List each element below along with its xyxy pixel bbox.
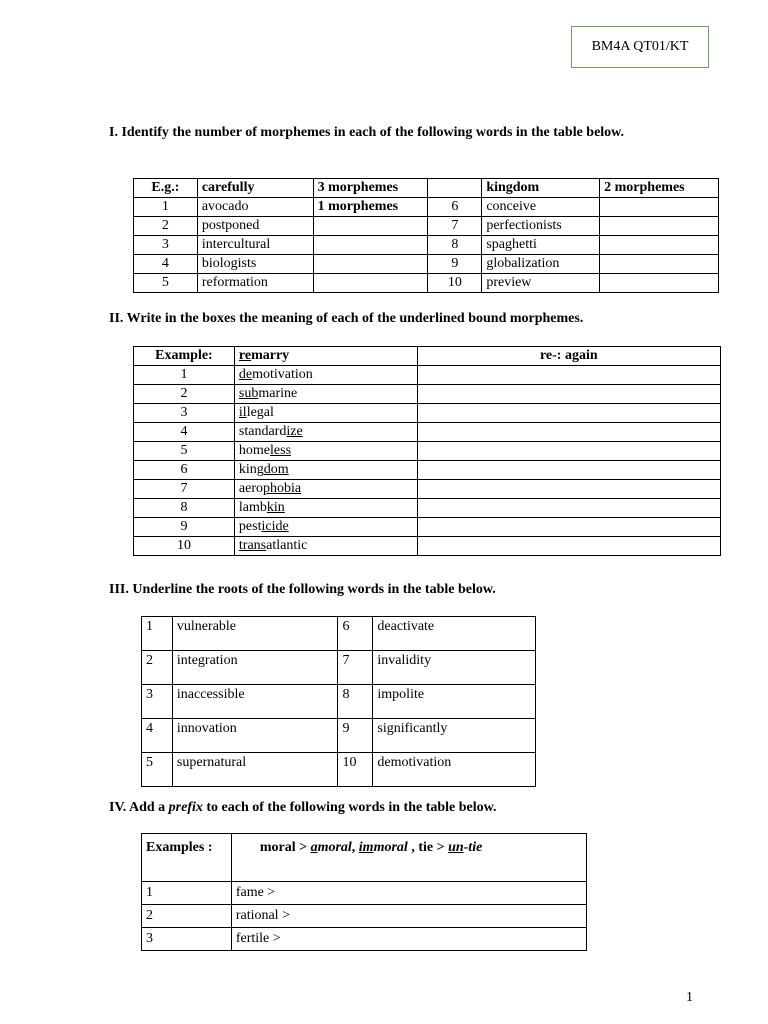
word-cell: avocado [197,198,313,217]
row-number: 2 [134,217,198,236]
table-row [134,179,719,198]
table-row [134,385,721,404]
meaning-answer-cell[interactable] [417,518,720,537]
section-3-heading: III. Underline the roots of the following words in the table below. [109,582,496,597]
row-number: 8 [134,499,235,518]
word-cell: postponed [197,217,313,236]
table-row [134,217,719,236]
answer-cell[interactable] [313,255,428,274]
word-cell: perfectionists [482,217,600,236]
word-cell[interactable]: fame > [231,882,586,905]
word-cell [234,442,417,461]
example-word: kingdom [482,179,600,198]
word-cell [234,423,417,442]
word-cell[interactable]: supernatural [172,753,338,787]
row-number: 3 [134,404,235,423]
word-prefix-part: lamb [238,500,267,515]
meaning-answer-cell[interactable] [417,366,720,385]
underlined-morpheme: sub [238,386,259,401]
underlined-morpheme: il [238,405,247,420]
word-remainder: legal [246,405,274,420]
example-label: Examples : [142,834,232,882]
word-cell[interactable]: rational > [231,905,586,928]
row-number: 10 [428,274,482,293]
underlined-morpheme: de [238,367,253,382]
roots-table [141,616,536,787]
document-code: BM4A QT01/KT [591,39,689,54]
table-row [142,753,536,787]
row-number: 5 [142,753,173,787]
example-text: , tie > [407,840,449,855]
meaning-answer-cell[interactable] [417,537,720,556]
table-row [142,834,587,882]
row-number: 10 [338,753,373,787]
row-number: 10 [134,537,235,556]
heading-text: to each of the following words in the table below. [202,800,497,815]
row-number: 1 [142,617,173,651]
row-number: 6 [134,461,235,480]
underlined-morpheme: re [238,348,252,363]
row-number: 6 [338,617,373,651]
example-label: E.g.: [134,179,198,198]
word-cell[interactable]: innovation [172,719,338,753]
table-row [134,423,721,442]
heading-italic-word: prefix [168,800,203,815]
answer-cell[interactable] [600,236,719,255]
word-cell: conceive [482,198,600,217]
row-number: 8 [428,236,482,255]
underlined-prefix: im [358,840,374,855]
table-row [134,236,719,255]
answer-cell[interactable] [600,274,719,293]
example-count: 3 morphemes [313,179,428,198]
word-cell: globalization [482,255,600,274]
table-row [134,442,721,461]
document-code-box [571,26,709,68]
underlined-morpheme: less [270,443,292,458]
word-prefix-part: standard [238,424,287,439]
example-content [231,834,586,882]
empty-cell [428,179,482,198]
page-number: 1 [686,990,693,1005]
word-cell [234,385,417,404]
row-number: 4 [134,255,198,274]
word-cell: spaghetti [482,236,600,255]
row-number: 4 [134,423,235,442]
underlined-morpheme: trans [238,538,267,553]
word-remainder: marry [251,348,290,363]
table-row [142,617,536,651]
meaning-answer-cell[interactable] [417,499,720,518]
row-number: 3 [142,928,232,951]
word-cell [234,518,417,537]
table-row [142,719,536,753]
example-count: 2 morphemes [600,179,719,198]
word-cell [234,404,417,423]
row-number: 6 [428,198,482,217]
underlined-morpheme: icide [261,519,289,534]
example-label: Example: [134,347,235,366]
table-row [134,518,721,537]
word-prefix-part: king [238,462,264,477]
row-number: 3 [134,236,198,255]
answer-cell[interactable] [600,255,719,274]
prefix-table [141,833,587,951]
word-prefix-part: pest [238,519,262,534]
word-cell [234,461,417,480]
word-cell [234,480,417,499]
underlined-morpheme: kin [266,500,285,515]
example-text: moral [373,840,408,855]
row-number: 7 [428,217,482,236]
word-remainder: marine [258,386,298,401]
section-2-heading: II. Write in the boxes the meaning of each of the underlined bound morphemes. [109,311,584,326]
example-word: carefully [197,179,313,198]
meaning-answer-cell[interactable] [417,442,720,461]
row-number: 3 [142,685,173,719]
section-4-heading [109,799,709,817]
table-row [134,537,721,556]
row-number: 5 [134,274,198,293]
table-row [142,882,587,905]
row-number: 9 [428,255,482,274]
row-number: 2 [142,651,173,685]
word-cell[interactable]: deactivate [373,617,536,651]
table-row [134,347,721,366]
example-text: moral > [259,840,311,855]
word-remainder: atlantic [266,538,308,553]
word-prefix-part: home [238,443,271,458]
underlined-prefix: un [448,840,464,855]
row-number: 2 [142,905,232,928]
table-row [134,198,719,217]
meaning-answer-cell[interactable] [417,404,720,423]
word-cell: biologists [197,255,313,274]
underlined-morpheme: ize [286,424,303,439]
meaning-answer-cell[interactable] [417,480,720,499]
row-number: 1 [142,882,232,905]
table-row [134,499,721,518]
section-1-heading: I. Identify the number of morphemes in each of the following words in the table below. [109,125,625,140]
row-number: 1 [134,366,235,385]
table-row [142,685,536,719]
word-cell [234,366,417,385]
answer-cell[interactable] [313,274,428,293]
row-number: 4 [142,719,173,753]
table-row [134,404,721,423]
answer-cell[interactable] [313,236,428,255]
row-number: 9 [338,719,373,753]
answer-cell[interactable] [600,217,719,236]
underlined-morpheme: phobia [263,481,302,496]
word-cell[interactable]: integration [172,651,338,685]
word-cell: preview [482,274,600,293]
answer-cell[interactable]: 1 morphemes [313,198,428,217]
answer-cell[interactable] [313,217,428,236]
word-cell [234,499,417,518]
word-cell[interactable]: inaccessible [172,685,338,719]
word-cell[interactable]: invalidity [373,651,536,685]
word-cell: reformation [197,274,313,293]
row-number: 7 [134,480,235,499]
row-number: 7 [338,651,373,685]
table-row [134,366,721,385]
table-row [142,928,587,951]
word-cell[interactable]: fertile > [231,928,586,951]
table-row [134,274,719,293]
example-word [234,347,417,366]
heading-text: IV. Add a [109,800,169,815]
table-row [134,480,721,499]
word-cell [234,537,417,556]
word-cell[interactable]: significantly [373,719,536,753]
word-remainder: motivation [252,367,313,382]
word-prefix-part: aero [238,481,263,496]
example-meaning: re-: again [417,347,720,366]
example-text: , [351,840,359,855]
row-number: 9 [134,518,235,537]
underlined-prefix: a [310,840,318,855]
table-row [134,255,719,274]
morpheme-count-table [133,178,719,293]
word-cell[interactable]: vulnerable [172,617,338,651]
row-number: 5 [134,442,235,461]
word-cell[interactable]: demotivation [373,753,536,787]
word-cell[interactable]: impolite [373,685,536,719]
meaning-answer-cell[interactable] [417,461,720,480]
row-number: 1 [134,198,198,217]
bound-morpheme-table [133,346,721,556]
table-row [134,461,721,480]
meaning-answer-cell[interactable] [417,423,720,442]
meaning-answer-cell[interactable] [417,385,720,404]
word-cell: intercultural [197,236,313,255]
example-text: moral [317,840,352,855]
answer-cell[interactable] [600,198,719,217]
example-text: -tie [463,840,483,855]
table-row [142,651,536,685]
table-row [142,905,587,928]
row-number: 2 [134,385,235,404]
underlined-morpheme: dom [263,462,289,477]
row-number: 8 [338,685,373,719]
